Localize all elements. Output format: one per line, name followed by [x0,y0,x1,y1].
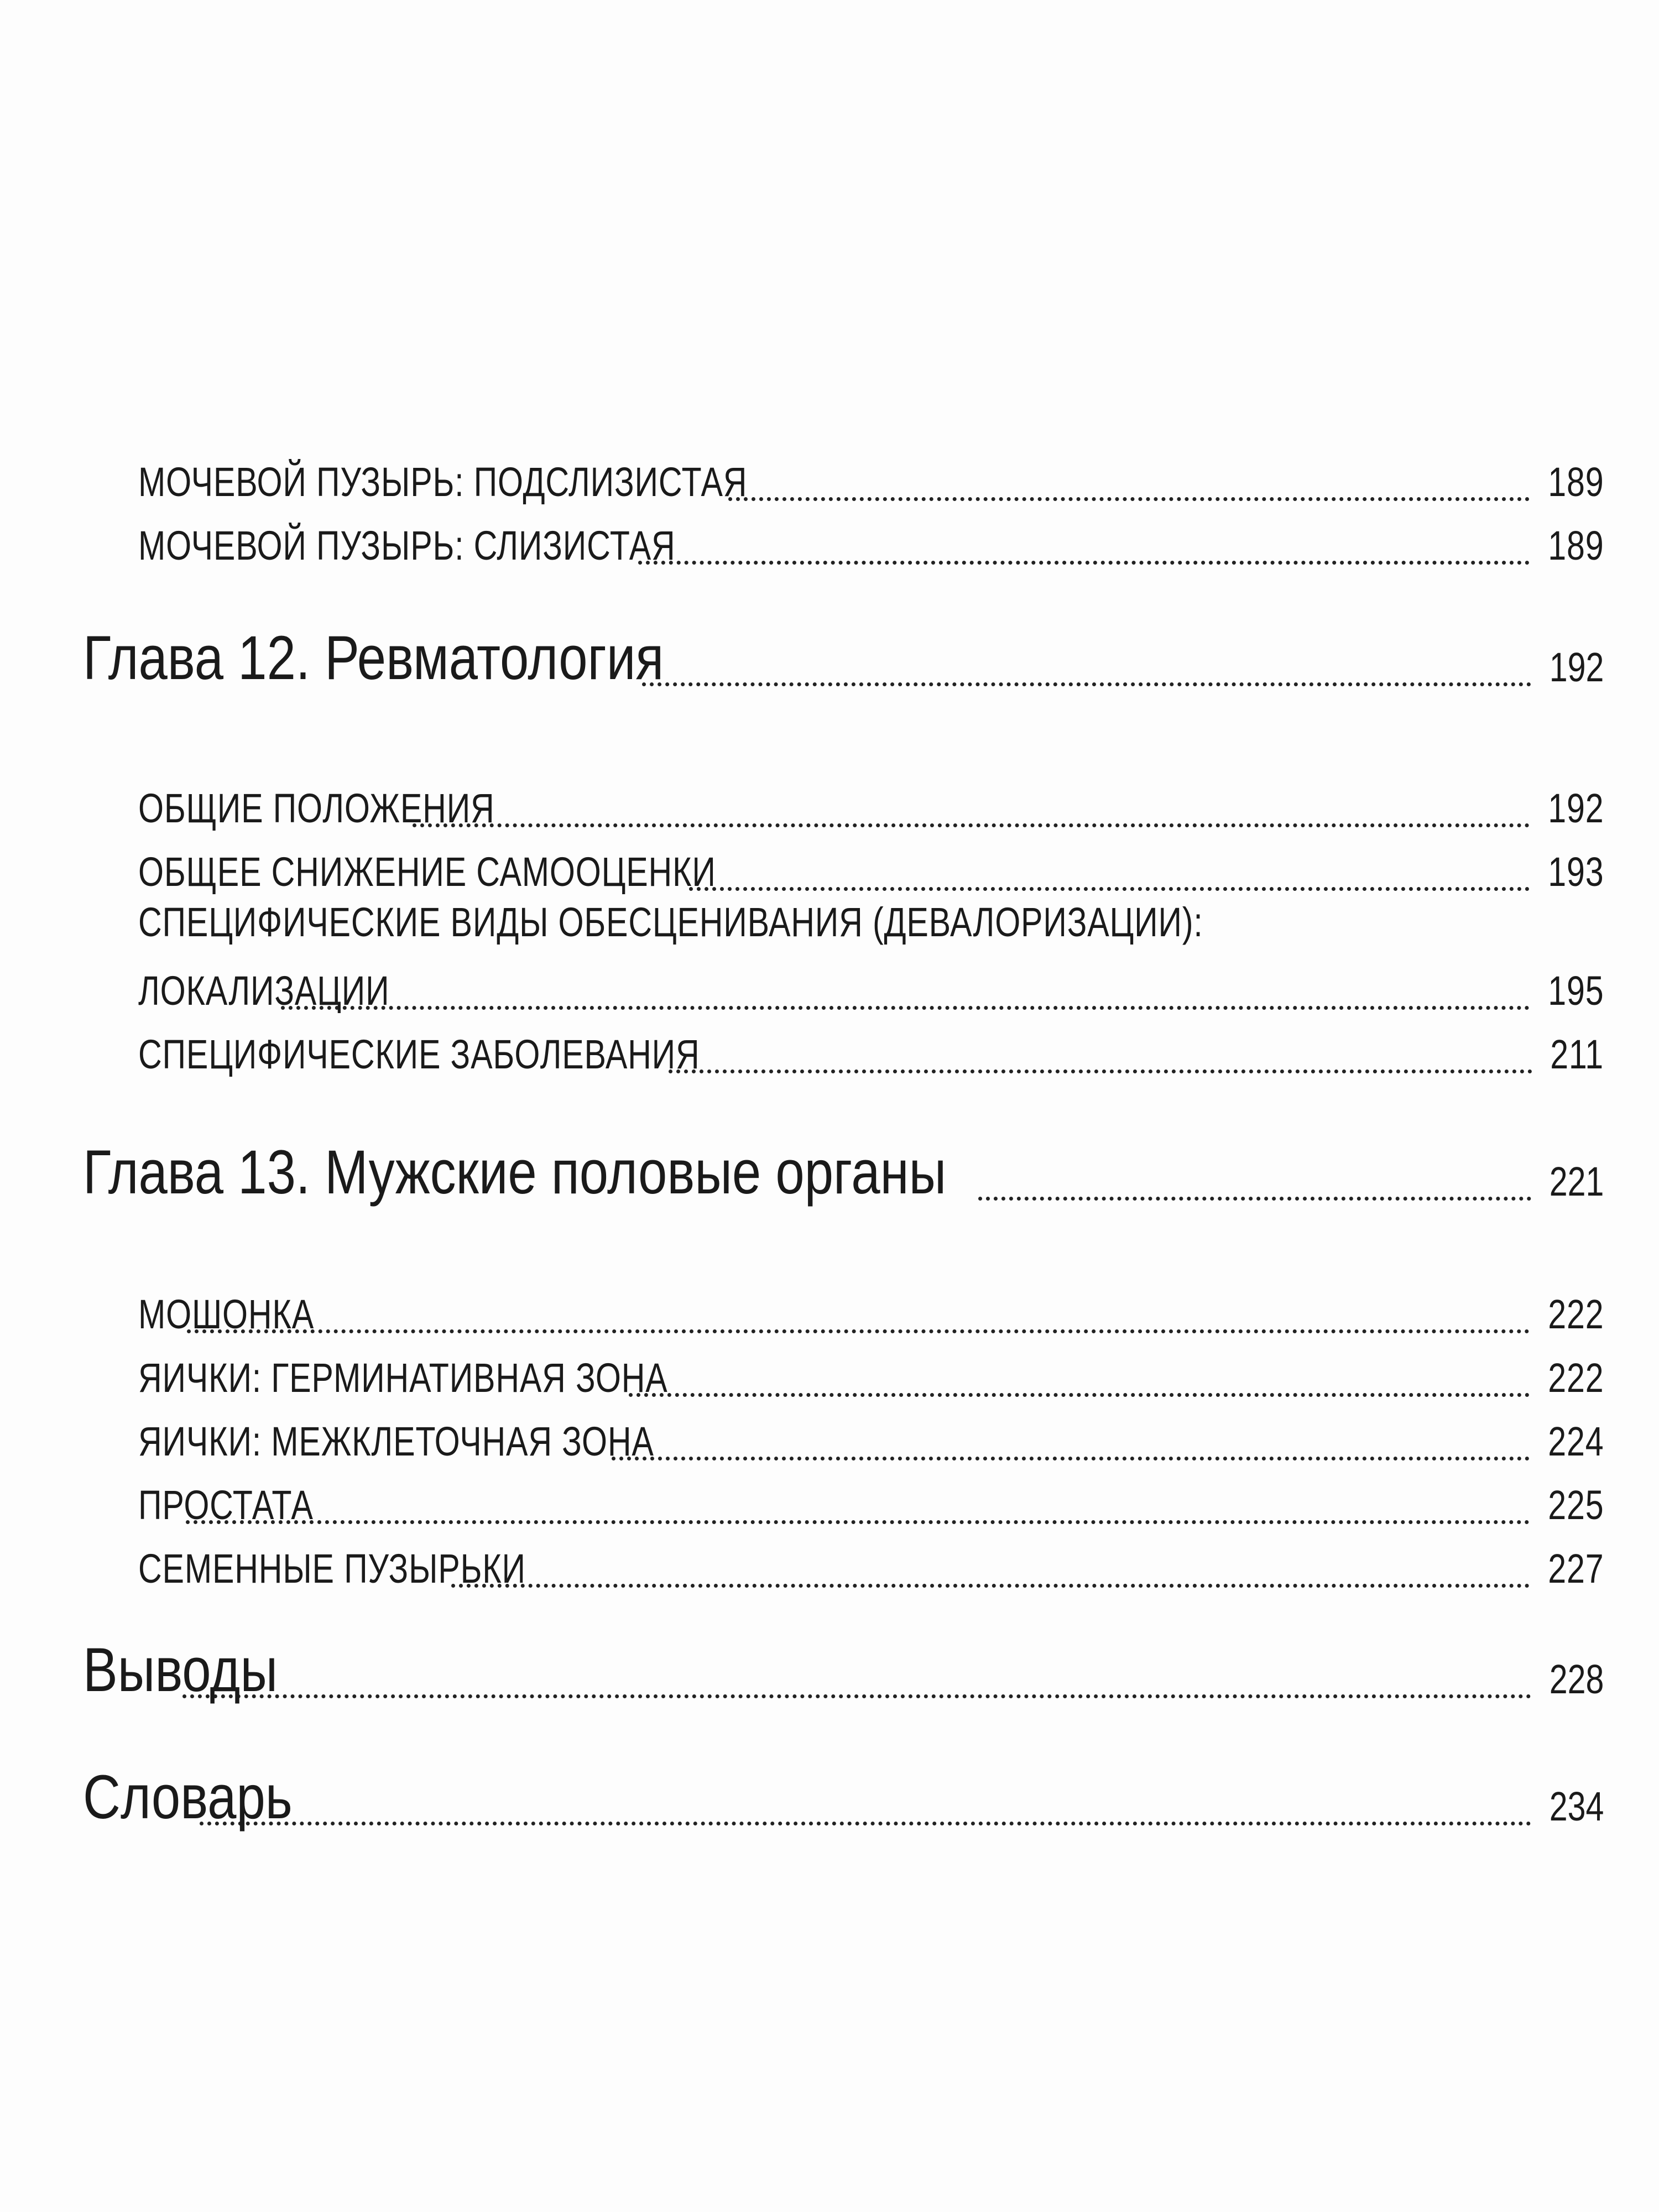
toc-entry-page: 189 [1547,459,1604,505]
toc-entry-bladder-mucosa [138,506,1604,572]
dot-leader [629,1393,1530,1397]
toc-chapter-title: Глава 12. Ревматология [83,623,664,692]
dot-leader [638,561,1529,565]
toc-chapter-12 [83,611,1604,694]
toc-entry-label: ОБЩИЕ ПОЛОЖЕНИЯ [138,785,495,831]
dot-leader [689,887,1530,891]
dot-leader [669,1070,1532,1073]
toc-entry-label: СЕМЕННЫЕ ПУЗЫРЬКИ [138,1546,526,1592]
toc-entry-general [138,769,1604,835]
dot-leader [281,1006,1529,1010]
dot-leader [642,682,1531,686]
toc-entry-seminal-vesicles [138,1529,1604,1595]
toc-entry-page: 189 [1547,523,1604,568]
toc-entry-page: 221 [1549,1159,1604,1204]
toc-entry-label: МОШОНКА [138,1291,314,1337]
toc-entry-localizations [138,951,1604,1018]
toc-entry-page: 195 [1547,968,1604,1014]
toc-entry-page: 222 [1547,1291,1604,1337]
toc-chapter-conclusions [83,1623,1604,1706]
toc-entry-page: 192 [1549,644,1604,690]
toc-entry-testes-intercellular [138,1402,1604,1468]
toc-chapter-title: Словарь [83,1762,293,1832]
toc-entry-label: ПРОСТАТА [138,1482,314,1528]
dot-leader [200,1822,1531,1825]
dot-leader [182,1694,1531,1698]
toc-entry-page: 192 [1547,785,1604,831]
toc-entry-bladder-submucosa [138,442,1604,509]
toc-entry-page: 193 [1547,849,1604,895]
toc-entry-label: СПЕЦИФИЧЕСКИЕ ЗАБОЛЕВАНИЯ [138,1031,700,1077]
toc-entry-prostate [138,1465,1604,1532]
toc-entry-label: ЯИЧКИ: ГЕРМИНАТИВНАЯ ЗОНА [138,1355,668,1401]
toc-chapter-glossary [83,1750,1604,1833]
dot-leader [187,1329,1530,1333]
toc-entry-label: ЯИЧКИ: МЕЖКЛЕТОЧНАЯ ЗОНА [138,1418,654,1464]
toc-entry-page: 227 [1547,1546,1604,1592]
toc-entry-label: МОЧЕВОЙ ПУЗЫРЬ: СЛИЗИСТАЯ [138,523,676,568]
dot-leader [413,823,1530,827]
toc-entry-label-line1: СПЕЦИФИЧЕСКИЕ ВИДЫ ОБЕСЦЕНИВАНИЯ (ДЕВАЛОРИЗАЦИИ): [138,899,1203,945]
toc-entry-label: ЛОКАЛИЗАЦИИ [138,968,390,1014]
toc-entry-specific-diseases [138,1015,1604,1081]
toc-chapter-13 [83,1125,1604,1208]
toc-entry-page: 228 [1549,1656,1604,1702]
toc-entry-page: 222 [1547,1355,1604,1401]
dot-leader [612,1457,1530,1460]
toc-entry-page: 224 [1547,1418,1604,1464]
dot-leader [186,1520,1530,1524]
toc-chapter-title: Выводы [83,1635,278,1704]
toc-entry-scrotum [138,1275,1604,1341]
dot-leader [451,1584,1529,1588]
dot-leader [728,497,1530,501]
table-of-contents [83,0,1604,2212]
toc-entry-label: МОЧЕВОЙ ПУЗЫРЬ: ПОДСЛИЗИСТАЯ [138,459,748,505]
toc-entry-testes-germinative [138,1338,1604,1405]
toc-entry-self-esteem [138,832,1604,899]
dot-leader [978,1197,1531,1201]
toc-entry-page: 211 [1550,1031,1604,1077]
toc-entry-label: ОБЩЕЕ СНИЖЕНИЕ САМООЦЕНКИ [138,849,716,895]
toc-entry-page: 225 [1547,1482,1604,1528]
toc-chapter-title: Глава 13. Мужские половые органы [83,1138,947,1207]
toc-entry-page: 234 [1549,1783,1604,1829]
